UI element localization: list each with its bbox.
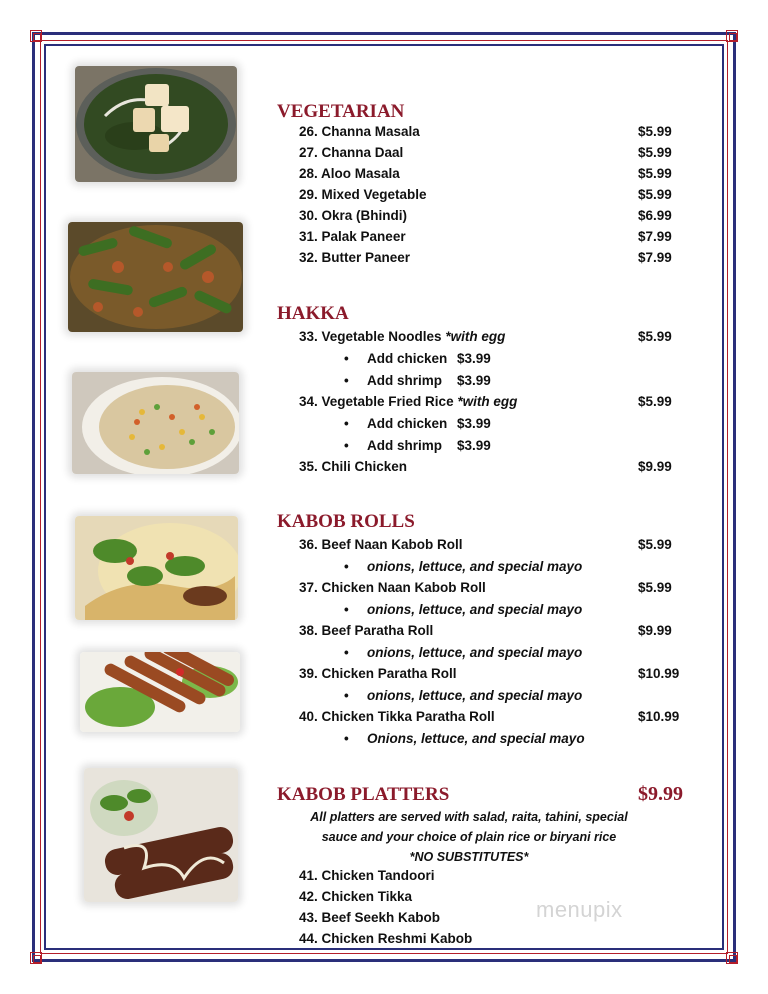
addon-item (344, 438, 491, 453)
menu-item-price: $5.99 (638, 124, 672, 139)
bullet-icon: • (344, 602, 349, 617)
corner-ornament (30, 952, 42, 964)
description-text: Onions, lettuce, and special mayo (367, 731, 585, 746)
menu-item-price: $5.99 (638, 580, 672, 595)
menu-item: 42. Chicken Tikka (299, 889, 413, 904)
addon-label: Add chicken (367, 351, 448, 366)
menu-item: 35. Chili Chicken (299, 459, 408, 474)
addon-item (344, 373, 491, 388)
menu-item-price: $5.99 (638, 166, 672, 181)
menu-item-price: $10.99 (638, 666, 680, 681)
description-text: onions, lettuce, and special mayo (367, 559, 583, 574)
addon-item (344, 351, 491, 366)
addon-item (344, 416, 491, 431)
platter-price: $9.99 (638, 783, 683, 805)
menu-item-price: $7.99 (638, 250, 672, 265)
kabob-roll-photo (75, 516, 238, 620)
description-text: onions, lettuce, and special mayo (367, 688, 583, 703)
addon-price: $3.99 (457, 416, 491, 431)
menu-item: 26. Channa Masala (299, 124, 420, 139)
palak-paneer-photo (75, 66, 237, 182)
description-text: onions, lettuce, and special mayo (367, 602, 583, 617)
kabob-platter-photo (84, 768, 238, 902)
corner-ornament (30, 30, 42, 42)
watermark: menupix (536, 897, 623, 922)
menu-item: 41. Chicken Tandoori (299, 868, 435, 883)
addon-label: Add shrimp (367, 373, 443, 388)
platter-note-line: sauce and your choice of plain rice or biryani rice (321, 830, 617, 844)
menu-item-description (344, 602, 582, 617)
menu-item: 39. Chicken Paratha Roll (299, 666, 457, 681)
addon-label: Add chicken (367, 416, 448, 431)
vegetarian-heading: VEGETARIAN (277, 101, 405, 122)
seekh-kabob-photo (80, 652, 240, 732)
menu-item: 30. Okra (Bhindi) (299, 208, 408, 223)
hakka-heading: HAKKA (277, 303, 349, 324)
menu-item-name: 34. Vegetable Fried Rice (299, 394, 454, 409)
menu-item-price: $5.99 (638, 394, 672, 409)
bullet-icon: • (344, 373, 349, 388)
menu-item: 31. Palak Paneer (299, 229, 406, 244)
menu-item: 36. Beef Naan Kabob Roll (299, 537, 463, 552)
platter-note-line: All platters are served with salad, raita, tahini, special (310, 810, 628, 824)
menu-item-description (344, 559, 582, 574)
menu-item: 40. Chicken Tikka Paratha Roll (299, 709, 495, 724)
menu-item-price: $10.99 (638, 709, 680, 724)
menu-item-price: $6.99 (638, 208, 672, 223)
bullet-icon: • (344, 416, 349, 431)
fried-rice-photo (72, 372, 239, 474)
menu-item-price: $5.99 (638, 537, 672, 552)
menu-item (299, 394, 517, 409)
addon-label: Add shrimp (367, 438, 443, 453)
menu-item: 43. Beef Seekh Kabob (299, 910, 441, 925)
bullet-icon: • (344, 731, 349, 746)
menu-item: 27. Channa Daal (299, 145, 404, 160)
description-text: onions, lettuce, and special mayo (367, 645, 583, 660)
menu-item: 38. Beef Paratha Roll (299, 623, 434, 638)
menu-item-description (344, 645, 582, 660)
bullet-icon: • (344, 688, 349, 703)
bullet-icon: • (344, 438, 349, 453)
corner-ornament (726, 952, 738, 964)
menu-item: 37. Chicken Naan Kabob Roll (299, 580, 486, 595)
menu-item-note: *with egg (457, 394, 518, 409)
menu-item (299, 329, 505, 344)
menu-item-price: $5.99 (638, 145, 672, 160)
no-substitutes-note: *NO SUBSTITUTES* (409, 850, 529, 864)
menu-item-price: $5.99 (638, 329, 672, 344)
menu-item-price: $9.99 (638, 623, 672, 638)
menu-item-description (344, 731, 585, 746)
menu-item: 28. Aloo Masala (299, 166, 400, 181)
menu-item: 29. Mixed Vegetable (299, 187, 427, 202)
bullet-icon: • (344, 351, 349, 366)
menu-item-description (344, 688, 582, 703)
addon-price: $3.99 (457, 351, 491, 366)
addon-price: $3.99 (457, 438, 491, 453)
addon-price: $3.99 (457, 373, 491, 388)
kabob-platters-heading: KABOB PLATTERS (277, 784, 450, 805)
corner-ornament (726, 30, 738, 42)
menu-item-name: 33. Vegetable Noodles (299, 329, 442, 344)
menu-item: 32. Butter Paneer (299, 250, 411, 265)
okra-photo (68, 222, 243, 332)
bullet-icon: • (344, 559, 349, 574)
menu-item: 44. Chicken Reshmi Kabob (299, 931, 473, 946)
kabob-rolls-heading: KABOB ROLLS (277, 511, 415, 532)
menu-item-price: $7.99 (638, 229, 672, 244)
bullet-icon: • (344, 645, 349, 660)
menu-item-price: $5.99 (638, 187, 672, 202)
menu-item-note: *with egg (445, 329, 506, 344)
menu-item-price: $9.99 (638, 459, 672, 474)
